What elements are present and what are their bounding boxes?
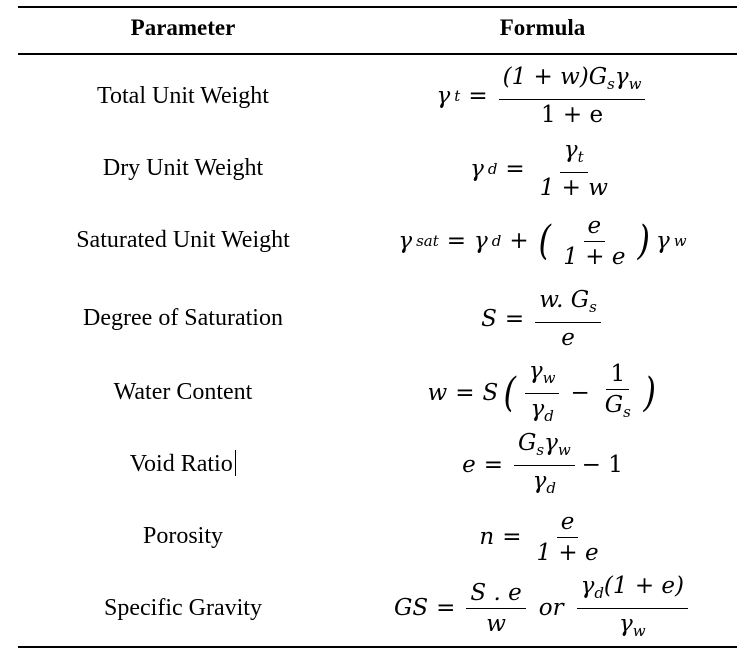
denominator: 1 + w bbox=[539, 175, 608, 201]
equals-sign: = bbox=[505, 156, 525, 182]
formula-subscript: sat bbox=[416, 232, 439, 250]
header-formula: Formula bbox=[499, 15, 586, 40]
fraction bbox=[499, 63, 646, 129]
minus-sign: − bbox=[570, 380, 590, 406]
denominator bbox=[527, 394, 558, 430]
formula-subscript: w bbox=[628, 75, 642, 93]
formula-cell bbox=[348, 284, 737, 354]
equals-sign: = bbox=[504, 306, 525, 332]
table-top-rule bbox=[18, 6, 737, 8]
fraction bbox=[536, 136, 612, 202]
formula-expression bbox=[428, 357, 658, 430]
denominator: 1 + e bbox=[540, 102, 604, 128]
equals-sign: = bbox=[483, 452, 503, 478]
parameter-cell: Saturated Unit Weight bbox=[76, 227, 290, 253]
formula-subscript: s bbox=[536, 440, 545, 459]
formula-cell bbox=[348, 502, 737, 572]
header-rule bbox=[18, 53, 737, 55]
formula-cell bbox=[348, 134, 737, 204]
fraction bbox=[559, 212, 629, 271]
left-paren: ( bbox=[503, 370, 517, 416]
formula-term: w. G bbox=[539, 287, 590, 313]
right-paren: ) bbox=[637, 218, 651, 264]
parameter-cell: Specific Gravity bbox=[104, 595, 262, 621]
equals-sign: = bbox=[502, 524, 522, 550]
table-row bbox=[18, 572, 737, 644]
formula-term: γ bbox=[474, 228, 488, 254]
formula-term: S bbox=[482, 380, 499, 406]
fraction bbox=[601, 360, 635, 426]
table-row bbox=[18, 284, 737, 354]
formula-subscript: s bbox=[607, 75, 615, 93]
equals-sign: = bbox=[436, 595, 456, 621]
parameter-cell: Total Unit Weight bbox=[97, 83, 269, 109]
denominator bbox=[615, 609, 650, 645]
formula-expression bbox=[462, 429, 623, 502]
table-row bbox=[18, 358, 737, 428]
formula-subscript: t bbox=[577, 148, 584, 166]
denominator: e bbox=[561, 325, 575, 351]
formula-subscript: w bbox=[632, 621, 646, 640]
denominator bbox=[529, 466, 560, 502]
formula-symbol: GS bbox=[393, 595, 429, 621]
formula-subscript: s bbox=[589, 298, 597, 316]
formula-symbol: γ bbox=[398, 228, 413, 254]
formula-cell bbox=[348, 572, 737, 644]
formula-subscript: w bbox=[557, 440, 571, 459]
formula-term: − 1 bbox=[581, 452, 623, 478]
numerator bbox=[577, 572, 688, 609]
formula-term: γ bbox=[618, 610, 633, 637]
right-paren: ) bbox=[643, 370, 656, 416]
formula-symbol: γ bbox=[436, 83, 451, 109]
table-row bbox=[18, 502, 737, 572]
formula-term: γ bbox=[614, 64, 629, 90]
formula-term: (1 + e) bbox=[603, 572, 685, 599]
formula-subscript: s bbox=[623, 403, 631, 421]
numerator bbox=[514, 429, 575, 466]
numerator bbox=[525, 357, 560, 394]
table-row bbox=[18, 430, 737, 500]
formula-subscript: w bbox=[673, 232, 687, 250]
fraction bbox=[532, 508, 602, 567]
formula-term: γ bbox=[530, 395, 545, 422]
formula-symbol: γ bbox=[470, 156, 484, 182]
formula-cell bbox=[348, 206, 737, 276]
formula-cell bbox=[348, 358, 737, 428]
table-row bbox=[18, 60, 737, 132]
numerator bbox=[560, 136, 588, 173]
header-parameter: Parameter bbox=[130, 15, 236, 40]
fraction bbox=[535, 286, 601, 352]
formula-term: γ bbox=[656, 228, 670, 254]
formula-subscript: d bbox=[594, 583, 604, 602]
formula-term: γ bbox=[544, 429, 558, 456]
parameter-label: Void Ratio bbox=[129, 451, 233, 477]
table-row bbox=[18, 206, 737, 276]
fraction bbox=[466, 579, 525, 638]
parameter-cell: Porosity bbox=[142, 523, 223, 549]
fraction bbox=[514, 429, 575, 502]
equals-sign: = bbox=[455, 380, 475, 406]
numerator: S . e bbox=[466, 579, 525, 609]
numerator: e bbox=[557, 508, 579, 538]
formula-expression bbox=[394, 572, 691, 645]
numerator: 1 bbox=[606, 360, 629, 390]
formula-subscript: d bbox=[546, 478, 557, 497]
denominator bbox=[601, 390, 635, 426]
or-word: or bbox=[538, 595, 564, 621]
numerator bbox=[499, 63, 646, 100]
formula-expression bbox=[481, 286, 604, 352]
fraction bbox=[525, 357, 560, 430]
parameter-cell: Dry Unit Weight bbox=[102, 155, 264, 181]
plus-sign: + bbox=[509, 228, 529, 254]
text-cursor bbox=[235, 450, 237, 476]
formula-term: γ bbox=[580, 572, 595, 599]
formula-term: γ bbox=[528, 357, 543, 384]
equals-sign: = bbox=[468, 83, 488, 109]
formula-term: γ bbox=[532, 467, 547, 494]
parameter-cell bbox=[18, 450, 348, 478]
denominator: 1 + e bbox=[563, 243, 626, 270]
denominator: w bbox=[486, 610, 506, 637]
numerator: e bbox=[584, 212, 606, 242]
formula-expression bbox=[398, 212, 686, 271]
formula-symbol: e bbox=[462, 452, 476, 478]
formula-symbol: n bbox=[479, 524, 495, 550]
table-row bbox=[18, 134, 737, 204]
denominator: 1 + e bbox=[536, 539, 599, 566]
formula-expression bbox=[479, 508, 605, 567]
parameter-cell: Degree of Saturation bbox=[83, 305, 283, 331]
formula-subscript: d bbox=[544, 406, 554, 425]
formula-cell bbox=[348, 60, 737, 132]
formula-subscript: t bbox=[454, 87, 461, 105]
left-paren: ( bbox=[538, 218, 551, 264]
table-bottom-rule bbox=[18, 646, 737, 648]
formula-subscript: d bbox=[487, 160, 498, 178]
formula-term: γ bbox=[563, 137, 578, 163]
formula-term: G bbox=[604, 392, 624, 418]
numerator bbox=[535, 286, 601, 323]
formula-symbol: S bbox=[481, 306, 497, 332]
formula-expression bbox=[437, 63, 649, 129]
formula-subscript: w bbox=[542, 368, 556, 387]
formula-symbol: w bbox=[427, 380, 448, 406]
parameter-cell: Water Content bbox=[113, 379, 253, 405]
formula-subscript: d bbox=[491, 232, 502, 250]
formula-term: (1 + w)G bbox=[502, 64, 608, 90]
equals-sign: = bbox=[446, 228, 467, 254]
formula-expression bbox=[470, 136, 615, 202]
formula-term: G bbox=[518, 429, 537, 456]
formula-cell bbox=[348, 430, 737, 500]
fraction bbox=[577, 572, 688, 645]
